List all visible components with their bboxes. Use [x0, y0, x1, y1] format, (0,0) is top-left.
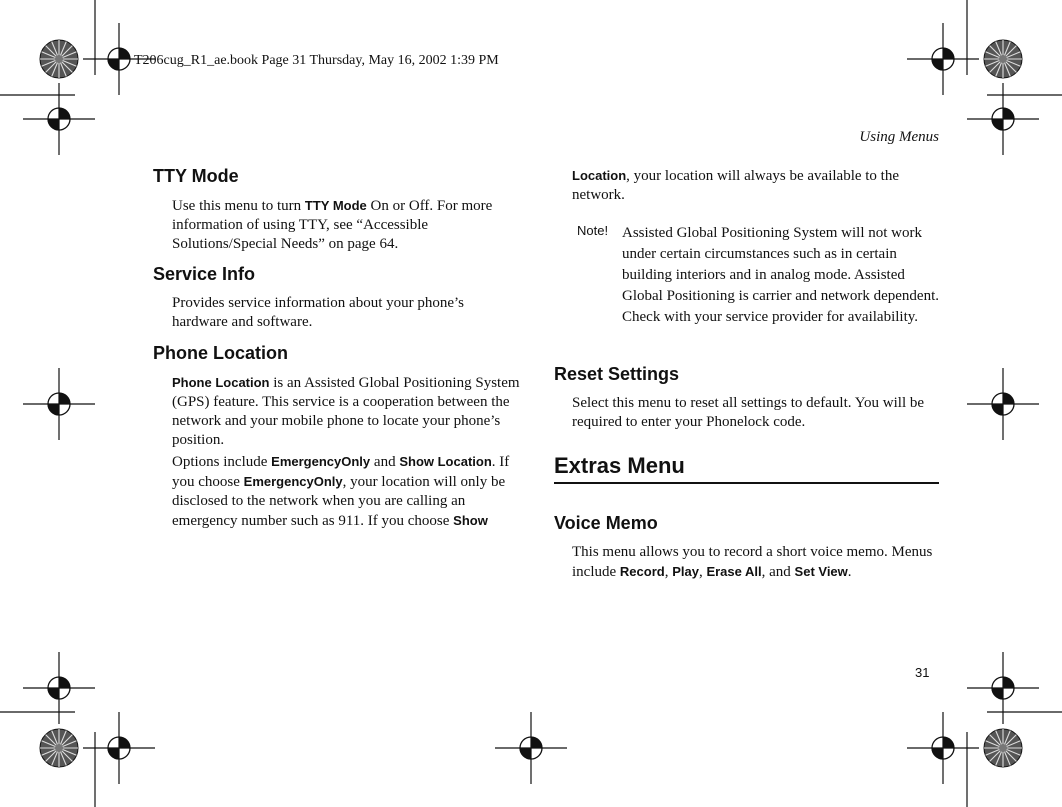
reset-settings-heading: Reset Settings [554, 364, 680, 384]
registration-mark [907, 712, 979, 784]
color-target-icon [984, 729, 1022, 767]
registration-mark [23, 652, 95, 724]
registration-mark [23, 83, 95, 155]
phone-location-continued: Location, your location will always be available to the network. [572, 168, 900, 203]
color-target-icon [984, 40, 1022, 78]
note-text: Assisted Global Positioning System will not work under certain circumstances such as in certain building interiors and in analog mode. Assisted Global Positioning is carrier and network dependent. Check with your service provider for availability. [622, 225, 940, 325]
tty-mode-paragraph: Use this menu to turn TTY Mode On or Off. For more information of using TTY, see “Accessible Solutions/Special Needs” on page 64. [172, 198, 493, 252]
service-info-heading: Service Info [153, 264, 256, 284]
voice-memo-paragraph: This menu allows you to record a short voice memo. Menus include Record, Play, Erase All, and Set View. [572, 544, 933, 580]
reset-settings-paragraph: Select this menu to reset all settings to default. You will be required to enter your Phonelock code. [572, 395, 925, 430]
book-slug: T206cug_R1_ae.book Page 31 Thursday, May 16, 2002 1:39 PM [134, 53, 499, 68]
registration-mark [23, 368, 95, 440]
service-info-paragraph: Provides service information about your phone’s hardware and software. [172, 295, 465, 330]
section-rule [554, 482, 939, 484]
extras-menu-title: Extras Menu [554, 453, 685, 478]
registration-mark [967, 652, 1039, 724]
tty-mode-heading: TTY Mode [153, 166, 239, 186]
registration-mark [907, 23, 979, 95]
note-label: Note! [577, 223, 609, 238]
phone-location-heading: Phone Location [153, 343, 288, 363]
phone-location-options-paragraph: Options include EmergencyOnly and Show Location. If you choose EmergencyOnly, your location will only be disclosed to the network when you are calling an emergency number such as 911. If you choose Show [172, 454, 510, 529]
registration-mark [495, 712, 567, 784]
color-target-icon [40, 729, 78, 767]
registration-mark [83, 712, 155, 784]
voice-memo-heading: Voice Memo [554, 513, 658, 533]
page-number: 31 [915, 665, 930, 680]
registration-mark [967, 368, 1039, 440]
running-head: Using Menus [859, 129, 939, 145]
color-target-icon [40, 40, 78, 78]
phone-location-paragraph: Phone Location is an Assisted Global Positioning System (GPS) feature. This service is a cooperation between the network and your mobile phone to locate your phone’s position. [172, 375, 520, 448]
registration-mark [967, 83, 1039, 155]
